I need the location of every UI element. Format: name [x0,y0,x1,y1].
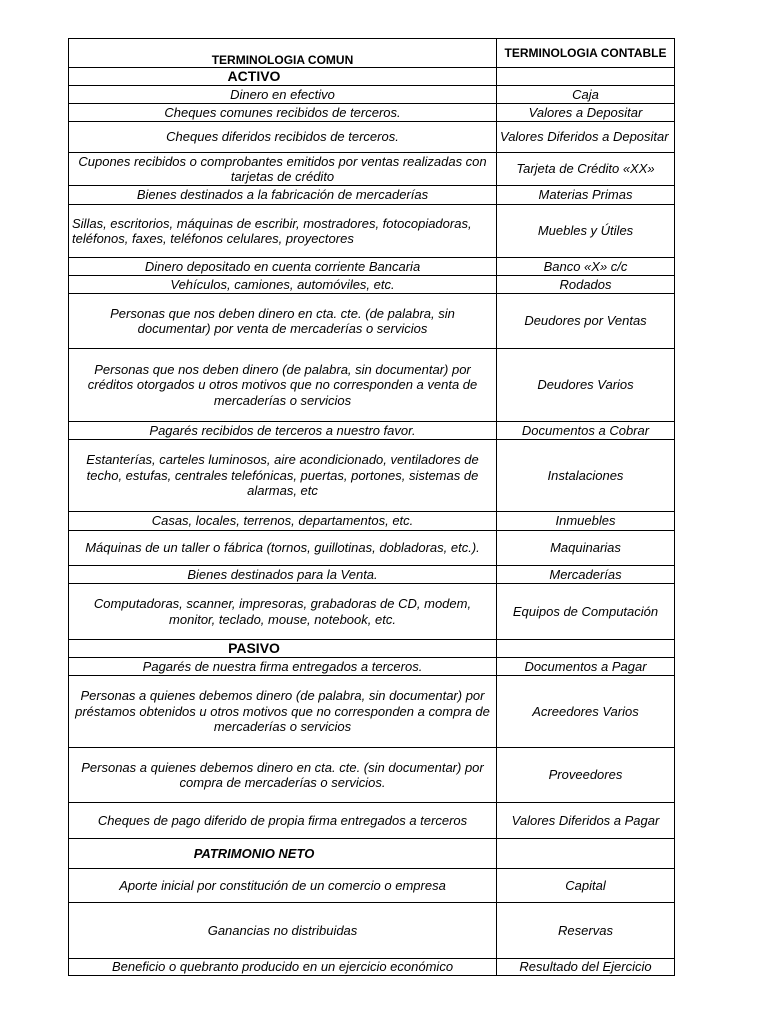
table-row [69,584,675,640]
accounting-term: Documentos a Cobrar [497,422,675,440]
common-term: Personas a quienes debemos dinero en cta. cte. (sin documentar) por compra de mercaderías o servicios. [69,748,497,803]
common-term: Cheques diferidos recibidos de terceros. [69,122,497,153]
accounting-term: Equipos de Computación [497,584,675,640]
header-row [69,39,675,68]
common-term: Dinero depositado en cuenta corriente Bancaria [69,258,497,276]
accounting-term: Maquinarias [497,531,675,566]
table-row [69,104,675,122]
common-term: Sillas, escritorios, máquinas de escribir, mostradores, fotocopiadoras, teléfonos, faxes, teléfonos celulares, proyectores [69,205,497,258]
table-row [69,258,675,276]
common-term: Bienes destinados a la fabricación de mercaderías [69,186,497,205]
accounting-term: Banco «X» c/c [497,258,675,276]
accounting-term: Rodados [497,276,675,294]
table-row [69,803,675,839]
table-row [69,276,675,294]
section-patrimonio-empty [497,839,675,869]
accounting-term: Instalaciones [497,440,675,512]
common-term: Beneficio o quebranto producido en un ejercicio económico [69,959,497,976]
section-row [69,640,675,658]
table-row [69,748,675,803]
table-row [69,186,675,205]
table-row [69,531,675,566]
common-term: Cupones recibidos o comprobantes emitidos por ventas realizadas con tarjetas de crédito [69,153,497,186]
accounting-term: Caja [497,86,675,104]
section-row [69,68,675,86]
accounting-term: Deudores Varios [497,349,675,422]
accounting-term: Capital [497,869,675,903]
table-row [69,122,675,153]
accounting-term: Deudores por Ventas [497,294,675,349]
accounting-term: Resultado del Ejercicio [497,959,675,976]
table-row [69,676,675,748]
section-row [69,839,675,869]
header-accounting: TERMINOLOGIA CONTABLE [497,39,675,68]
accounting-term: Reservas [497,903,675,959]
common-term: Personas que nos deben dinero (de palabra, sin documentar) por créditos otorgados u otros motivos que no corresponden a venta de mercaderías o servicios [69,349,497,422]
common-term: Vehículos, camiones, automóviles, etc. [69,276,497,294]
accounting-term: Tarjeta de Crédito «XX» [497,153,675,186]
header-common: TERMINOLOGIA COMUN [69,39,497,68]
accounting-term: Inmuebles [497,512,675,531]
table-row [69,422,675,440]
common-term: Casas, locales, terrenos, departamentos, etc. [69,512,497,531]
accounting-term: Proveedores [497,748,675,803]
common-term: Estanterías, carteles luminosos, aire acondicionado, ventiladores de techo, estufas, centrales telefónicas, puertas, portones, sistemas de alarmas, etc [69,440,497,512]
common-term: Cheques de pago diferido de propia firma entregados a terceros [69,803,497,839]
section-patrimonio: PATRIMONIO NETO [69,839,497,869]
common-term: Ganancias no distribuidas [69,903,497,959]
accounting-term: Acreedores Varios [497,676,675,748]
terminology-table [68,38,675,976]
table-row [69,440,675,512]
table-row [69,205,675,258]
common-term: Aporte inicial por constitución de un comercio o empresa [69,869,497,903]
accounting-term: Valores Diferidos a Pagar [497,803,675,839]
common-term: Bienes destinados para la Venta. [69,566,497,584]
table-row [69,658,675,676]
accounting-term: Valores a Depositar [497,104,675,122]
section-pasivo-empty [497,640,675,658]
common-term: Cheques comunes recibidos de terceros. [69,104,497,122]
common-term: Pagarés recibidos de terceros a nuestro favor. [69,422,497,440]
section-pasivo: PASIVO [69,640,497,658]
common-term: Máquinas de un taller o fábrica (tornos, guillotinas, dobladoras, etc.). [69,531,497,566]
accounting-term: Materias Primas [497,186,675,205]
section-activo-empty [497,68,675,86]
table-row [69,153,675,186]
accounting-term: Documentos a Pagar [497,658,675,676]
table-row [69,566,675,584]
common-term: Pagarés de nuestra firma entregados a terceros. [69,658,497,676]
table-row [69,86,675,104]
table-row [69,294,675,349]
table-row [69,959,675,976]
common-term: Dinero en efectivo [69,86,497,104]
section-activo: ACTIVO [69,68,497,86]
common-term: Personas que nos deben dinero en cta. cte. (de palabra, sin documentar) por venta de mercaderías o servicios [69,294,497,349]
table-row [69,349,675,422]
accounting-term: Valores Diferidos a Depositar [497,122,675,153]
common-term: Computadoras, scanner, impresoras, grabadoras de CD, modem, monitor, teclado, mouse, notebook, etc. [69,584,497,640]
accounting-term: Mercaderías [497,566,675,584]
accounting-term: Muebles y Útiles [497,205,675,258]
common-term: Personas a quienes debemos dinero (de palabra, sin documentar) por préstamos obtenidos u otros motivos que no corresponden a compra de mercaderías o servicios [69,676,497,748]
table-row [69,512,675,531]
table-row [69,869,675,903]
table-row [69,903,675,959]
